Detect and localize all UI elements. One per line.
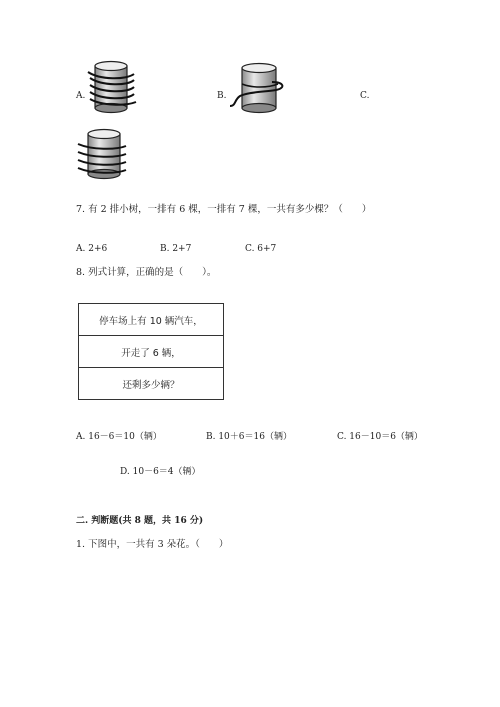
judgement-q1: 1. 下图中，一共有 3 朵花。（ ） bbox=[76, 539, 229, 550]
cylinder-coil-image-a bbox=[86, 58, 138, 116]
q6-option-a-label: A. bbox=[76, 91, 86, 101]
q8-option-d[interactable]: D. 10－6＝4（辆） bbox=[120, 467, 201, 477]
q7-stem: 7. 有 2 排小树，一排有 6 棵，一排有 7 棵，一共有多少棵？（ ） bbox=[76, 204, 372, 215]
story-line-2: 开走了 6 辆， bbox=[79, 336, 224, 368]
q8-option-c[interactable]: C. 16－10＝6（辆） bbox=[337, 432, 423, 442]
story-line-3: 还剩多少辆？ bbox=[79, 368, 224, 400]
q7-option-c[interactable]: C. 6+7 bbox=[245, 244, 277, 254]
q7-option-a[interactable]: A. 2+6 bbox=[76, 244, 108, 254]
q8-option-a[interactable]: A. 16－6＝10（辆） bbox=[76, 432, 162, 442]
section-title: 二. 判断题(共 8 题，共 16 分) bbox=[76, 516, 204, 526]
q6-option-b-label: B. bbox=[217, 91, 227, 101]
story-table bbox=[78, 303, 224, 400]
q8-option-b[interactable]: B. 10＋6＝16（辆） bbox=[206, 432, 292, 442]
q6-option-c-label: C. bbox=[360, 91, 370, 101]
cylinder-coil-image-b bbox=[228, 60, 288, 116]
story-line-1: 停车场上有 10 辆汽车， bbox=[79, 304, 224, 336]
cylinder-coil-image-c bbox=[76, 128, 130, 182]
q8-stem: 8. 列式计算，正确的是（ ）。 bbox=[76, 267, 217, 278]
q7-option-b[interactable]: B. 2+7 bbox=[160, 244, 192, 254]
